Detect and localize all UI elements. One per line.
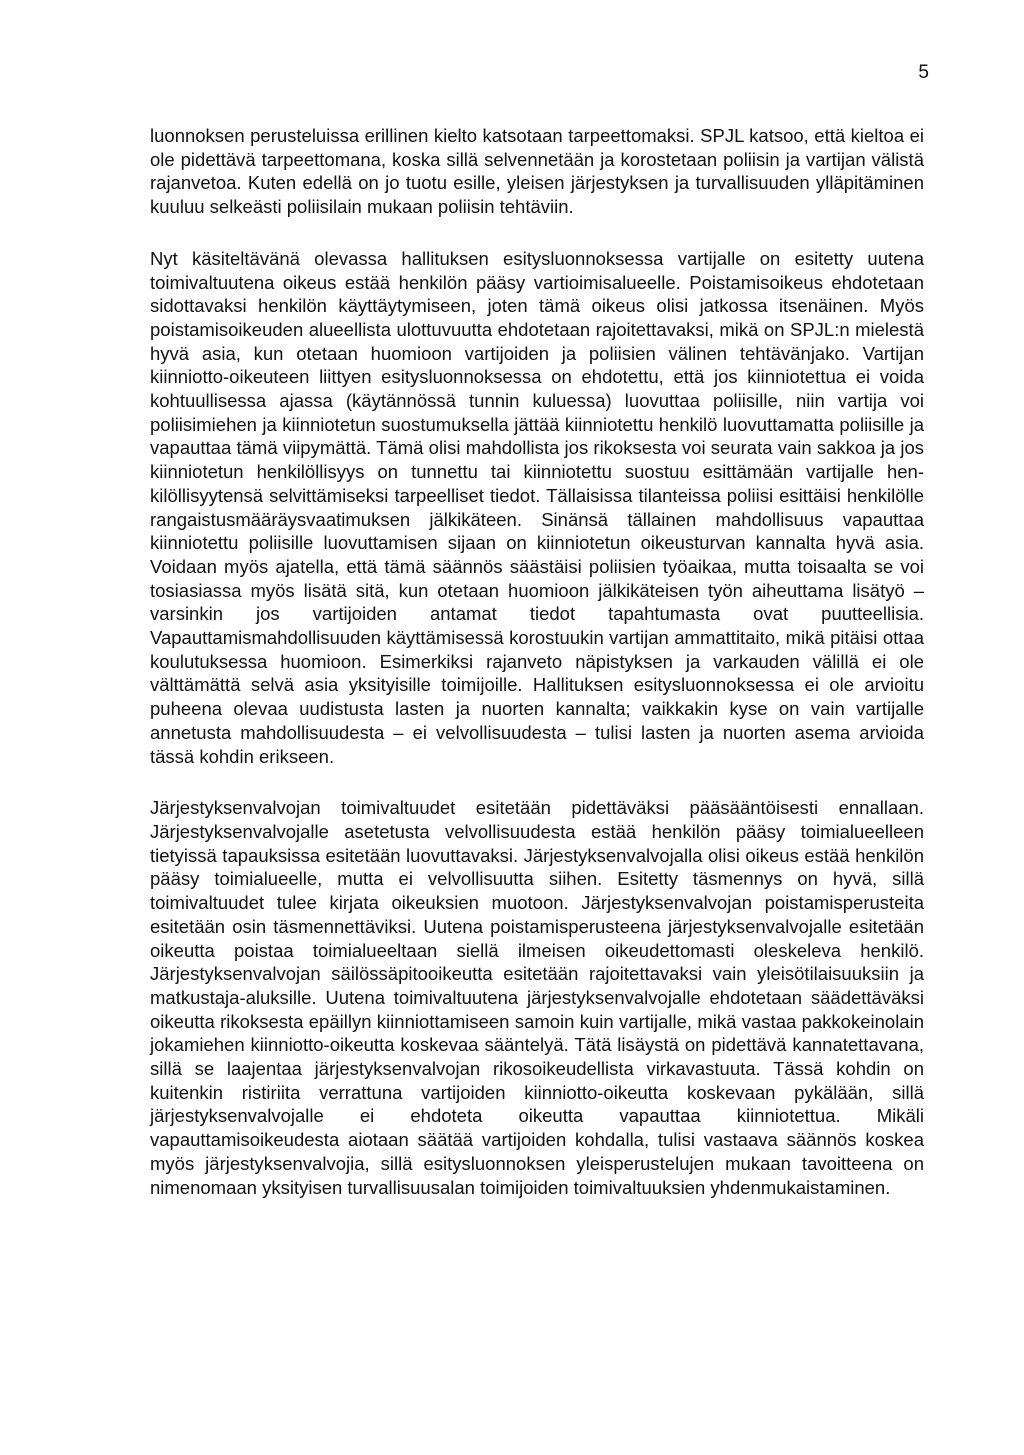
paragraph-1: luonnoksen perusteluissa erillinen kielto katsotaan tarpeettomaksi. SPJL katsoo, että kieltoa ei ole pidettävä tarpeettomana, koska sillä selvennetään ja korostetaan poliisin ja vartijan välistä rajanvetoa. Kuten edellä on jo tuotu esille, yleisen järjestyksen ja turvallisuuden ylläpitäminen kuuluu selkeästi poliisilain mukaan poliisin tehtäviin. [150,125,924,218]
document-body [150,124,924,1227]
page-number: 5 [918,62,929,83]
paragraph-3: Järjestyksenvalvojan toimivaltuudet esitetään pidettäväksi pääsääntöisesti ennallaan. Järjestyksenvalvojalle asetetusta velvollisuudesta estää henkilön pääsy toimialueelleen tietyissä tapauksissa esitetään luovuttavaksi. Järjestyksenvalvojalla olisi oikeus estää henkilön pääsy toimialueelle, mutta ei velvollisuutta siihen. Esitetty täsmennys on hyvä, sillä toimivaltuudet tulee kirjata oikeuksien muotoon. Järjestyksenvalvojan poistamisperusteita esitetään osin täsmennettäviksi. Uutena poistamisperusteena järjestyksenvalvojalle esitetään oikeutta poistaa toimialueeltaan siellä ilmeisen oikeudettomasti oleskeleva henkilö. Järjestyksenvalvojan säilössäpitooikeutta esitetään rajoitettavaksi vain yleisötilaisuuksiin ja matkustaja-aluksille. Uutena toimivaltuutena järjestyksenvalvojalle ehdotetaan säädettäväksi oikeutta rikoksesta epäillyn kiinniottamiseen samoin kuin vartijalle, mikä vastaa pakkokeinolain jokamiehen kiinniotto-oikeutta koskevaa sääntelyä. Tätä lisäystä on pidettävä kannatettavana, sillä se laajentaa järjestyksenvalvojan rikosoikeudellista virkavastuuta. Tässä kohdin on kuitenkin ristiriita verrattuna vartijoiden kiinniotto-oikeutta koskevaan pykälään, sillä järjestyksenvalvojalle ei ehdoteta oikeutta vapauttaa kiinniotettua. Mikäli vapauttamisoikeudesta aiotaan säätää vartijoiden kohdalla, tulisi vastaava säännös koskea myös järjestyksenvalvojia, sillä esitysluonnoksen yleisperustelujen mukaan tavoitteena on nimenomaan yksityisen turvallisuusalan toimijoiden toimivaltuuksien yhdenmukaistaminen. [150,797,924,1198]
paragraph-2: Nyt käsiteltävänä olevassa hallituksen esitysluonnoksessa vartijalle on esitetty uutena toimivaltuutena oikeus estää henkilön pääsy vartioimisalueelle. Poistamisoikeus ehdotetaan sidottavaksi henkilön käyttäytymiseen, joten tämä oikeus olisi jatkossa itsenäinen. Myös poistamisoikeuden alueellista ulottuvuutta ehdotetaan rajoitettavaksi, mikä on SPJL:n mielestä hyvä asia, kun otetaan huomioon vartijoiden ja poliisien välinen tehtävänjako. Vartijan kiinniotto-oikeuteen liittyen esitysluonnoksessa on ehdotettu, että jos kiinniotettua ei voida kohtuullisessa ajassa (käytännössä tunnin kuluessa) luovuttaa poliisille, niin vartija voi poliisimiehen ja kiinniotetun suostumuksella jättää kiinniotettu henkilö luovuttamatta poliisille ja vapauttaa tämä viipymättä. Tämä olisi mahdollista jos rikoksesta voi seurata vain sakkoa ja jos kiinniotetun henkilöllisyys on tunnettu tai kiinniotettu suostuu esittämään vartijalle henkilöllisyytensä selvittämiseksi tarpeelliset tiedot. Tällaisissa tilanteissa poliisi esittäisi henkilölle rangaistusmääräysvaatimuksen jälkikäteen. Sinänsä tällainen mahdollisuus vapauttaa kiinniotettu poliisille luovuttamisen sijaan on kiinniotetun oikeusturvan kannalta hyvä asia. Voidaan myös ajatella, että tämä säännös säästäisi poliisien työaikaa, mutta toisaalta se voi tosiasiassa myös lisätä sitä, kun otetaan huomioon jälkikäteisen työn aiheuttama lisätyö – varsinkin jos vartijoiden antamat tiedot tapahtumasta ovat puutteellisia. Vapauttamismahdollisuuden käyttämisessä korostuukin vartijan ammattitaito, mikä pitäisi ottaa koulutuksessa huomioon. Esimerkiksi rajanveto näpistyksen ja varkauden välillä ei ole välttämättä selvä asia yksityisille toimijoille. Hallituksen esitysluonnoksessa ei ole arvioitu puheena olevaa uudistusta lasten ja nuorten kannalta; vaikkakin kyse on vain vartijalle annetusta mahdollisuudesta – ei velvollisuudesta – tulisi lasten ja nuorten asema arvioida tässä kohdin erikseen. [150,247,924,767]
